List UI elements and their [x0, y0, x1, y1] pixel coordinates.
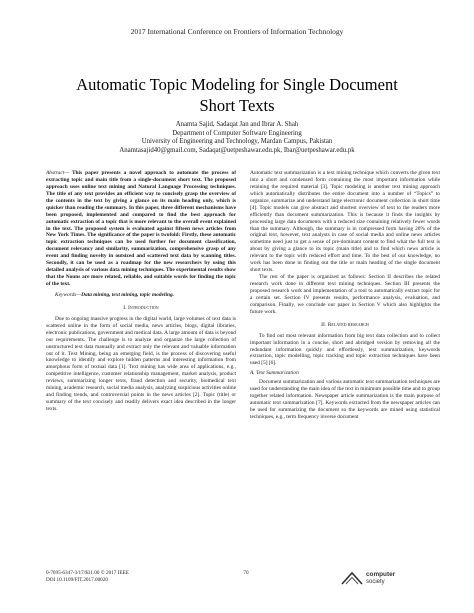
abstract-text: This paper presents a novel approach to automate the process of extracting topic and main title from a single-document short text. The proposed approach uses online text mining and Natural Language Processing techniques. The title of any text provides an efficient way to concisely grasp the overview of the contents in the text by giving a glance on its main heading only, which is quicker than reading the summary. In this paper, three different mechanisms have been proposed, implemented and compared to find the best approach for automatic extraction of a topic that is more relevant to the overall event explained in the text. The proposed system is evaluated against fifteen news articles from New York Times. The significance of the paper is twofold: Firstly, these automatic topic extraction techniques can be used further for document classification, document relevancy and similarity, summarization, comprehensive grasp of any event and finding novelty in outsized and scattered text data by scanning titles. Secondly, it can be used as a roadmap for the new researchers by using this detailed analysis of various data mining techniques. The experimental results show that the Nouns are more related, reliable, and suitable words for finding the topic of the text. [46, 170, 236, 287]
subsection-heading-text-summarization: A. Text Summarization [250, 370, 299, 377]
footer-doi: DOI 10.1109/FIT.2017.00020 [46, 577, 108, 583]
title-line-2: Short Texts [199, 96, 275, 115]
abstract-lead: Abstract— [46, 170, 70, 176]
ieee-computer-society-logo-icon [340, 570, 364, 588]
logo-text-bottom: society [366, 579, 385, 585]
right-column [250, 170, 440, 421]
computer-society-logo [340, 570, 426, 588]
right-paragraph-1: Automatic text summarization is a text mining technique which converts the given text into a short and condensed form containing the most important information while retaining the required material [3]. Topic modeling is another text mining approach which automatically distributes the entire document into a number of “Topics” to organize, summarize and understand large electronic document collection in short time [4]. Topic models can give abstract and shortest overview of text to the readers more efficiently than document summarization. This is because it finds the insights by processing large data documents with a reduced size containing relatively fewer words than the summary. Although, the summary is in compressed form having 20% of the original text, however, text analysts in case of social media and online news articles sometime need just to get a sense of pre-dominant content to find what the full text is about by giving a glance to its topic (main title) and to find which news article is relevant to the topic with reduced effort and time. To the best of our knowledge, no work has been done in finding out the title or main heading of the single document short texts. [250, 170, 440, 274]
section-heading-introduction: I. Introduction [123, 304, 159, 311]
footer-isbn: 0-7695-6347-3/17/$31.00 © 2017 IEEE [46, 570, 129, 576]
right-paragraph-2: The rest of the paper is organized as follows: Section II describes the related research work done in different text mining techniques. Section III presents the proposed research work and implementation of a tool to automatically extract topic for a certain set. Section IV presents results, performance analysis, evaluation, and comparison. Finally, we conclude our paper in Section V which also highlights the future work. [250, 274, 440, 315]
right-paragraph-4: Document summarization and various automatic text summarization techniques are used for understanding the main idea of the text in minimum possible time and to group together related information. Newspaper article summarization is the main purpose of automatic text summarization [7]. Keywords extracted from the newspaper articles can be used for summarizing the document so the keywords are mined using statistical techniques, e.g., term frequency inverse document [250, 379, 440, 420]
author-emails: Anamtasajid40@gmail.com, Sadaqat@uetpeshawar.edu.pk, Ibar@uetpeshawar.edu.pk [119, 146, 355, 154]
page-number: 70 [243, 570, 249, 576]
logo-text-top: computer [366, 571, 396, 578]
author-block [30, 121, 444, 155]
footer-identifiers [46, 570, 129, 584]
title-line-1: Automatic Topic Modeling for Single Document [76, 75, 398, 94]
left-column [46, 170, 236, 413]
intro-paragraph-1: Due to ongoing massive progress in the digital world, large volumes of text data is scattered online in the form of social media, news articles, blogs, digital libraries, electronic publications, government and medical data. A large amount of data is beyond our requirements. The challenge is to analyze and organize the large collection of unstructured text data manually and extract only the relevant and valuable information out of it. Text Mining, being an emerging field, is the process of discovering useful knowledge to identify and explore hidden patterns and interesting information from amorphous form of textual data [1]. Text mining has wide area of applications, e.g., competitive intelligence, customer relationship management, market analysis, product reviews, summarizing longer texts, fraud detection and security, biomedical text mining, academic research, social media analysis, analyzing suspicious activities online and finding trends, and controversial points in the news articles [2]. Topic (title) or summary of the text concisely and readily delivers exact idea described in the longer texts. [46, 315, 236, 412]
section-heading-related-research: II. Related research [321, 321, 369, 328]
author-department: Department of Computer Software Engineering [172, 129, 302, 137]
author-university: University of Engineering and Technology, Mardan Campus, Pakistan [141, 138, 333, 146]
keywords-lead: Keywords— [55, 291, 82, 298]
keywords-text: Data mining, text mining, topic modeling. [81, 291, 175, 298]
conference-header: 2017 International Conference on Frontiers of Information Technology [130, 27, 344, 36]
right-paragraph-3: To find out most relevant information from big text data collection and to collect important information in a concise, short and abridged version by removing all the redundant information quickly and effortlessly, text summarization, keywords extraction, topic modelling, topic tracking and topic extraction techniques have been used [5] [6]. [250, 332, 440, 367]
abstract [46, 170, 236, 288]
author-names: Anamta Sajid, Sadaqat Jan and Ibrar A. Shah [175, 121, 299, 128]
paper-title [30, 74, 444, 116]
keywords [46, 292, 236, 299]
